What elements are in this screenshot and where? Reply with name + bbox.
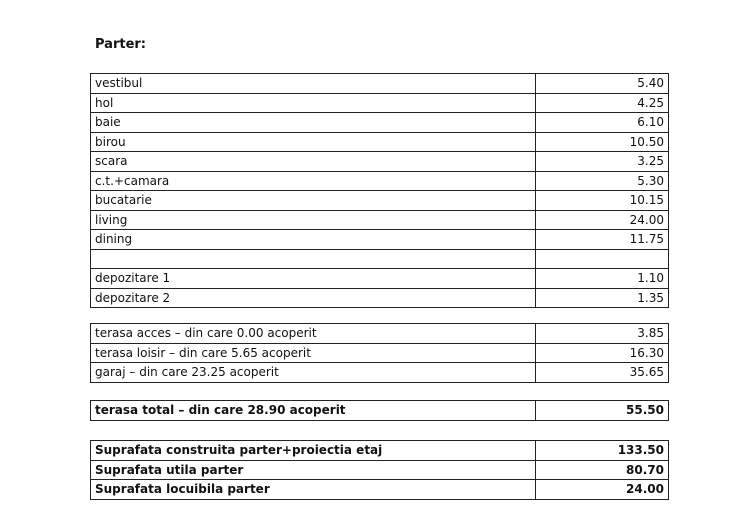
row-label: terasa loisir – din care 5.65 acoperit (91, 343, 536, 363)
row-value: 24.00 (536, 210, 669, 230)
row-label: terasa acces – din care 0.00 acoperit (91, 324, 536, 344)
summary-table (90, 440, 669, 500)
table-row (91, 441, 669, 461)
row-value: 5.40 (536, 74, 669, 94)
row-label: hol (91, 93, 536, 113)
terraces-table (90, 323, 669, 383)
row-value: 5.30 (536, 171, 669, 191)
table-row (91, 249, 669, 269)
row-label: c.t.+camara (91, 171, 536, 191)
row-value: 133.50 (536, 441, 669, 461)
row-label: birou (91, 132, 536, 152)
row-value: 10.50 (536, 132, 669, 152)
table-row (91, 152, 669, 172)
terrace-total-row (91, 401, 669, 421)
table-row (91, 93, 669, 113)
row-label: living (91, 210, 536, 230)
row-label: vestibul (91, 74, 536, 94)
table-row (91, 343, 669, 363)
terrace-total-value: 55.50 (536, 401, 669, 421)
row-value: 1.35 (536, 288, 669, 308)
terrace-total-table (90, 400, 669, 421)
row-label: depozitare 1 (91, 269, 536, 289)
row-label: scara (91, 152, 536, 172)
row-label: bucatarie (91, 191, 536, 211)
table-row (91, 171, 669, 191)
table-row (91, 324, 669, 344)
table-row (91, 460, 669, 480)
row-label: Suprafata locuibila parter (91, 480, 536, 500)
row-value: 3.85 (536, 324, 669, 344)
row-value: 1.10 (536, 269, 669, 289)
table-row (91, 132, 669, 152)
row-value: 24.00 (536, 480, 669, 500)
table-row (91, 480, 669, 500)
row-value: 10.15 (536, 191, 669, 211)
table-row (91, 210, 669, 230)
row-label: garaj – din care 23.25 acoperit (91, 363, 536, 383)
terrace-total-label: terasa total – din care 28.90 acoperit (91, 401, 536, 421)
table-row (91, 113, 669, 133)
table-row (91, 288, 669, 308)
row-label: depozitare 2 (91, 288, 536, 308)
row-label: Suprafata utila parter (91, 460, 536, 480)
row-value: 80.70 (536, 460, 669, 480)
row-value: 11.75 (536, 230, 669, 250)
row-value: 6.10 (536, 113, 669, 133)
row-value (536, 249, 669, 269)
table-row (91, 191, 669, 211)
row-value: 3.25 (536, 152, 669, 172)
row-value: 16.30 (536, 343, 669, 363)
row-label: dining (91, 230, 536, 250)
table-row (91, 363, 669, 383)
row-label: Suprafata construita parter+proiectia etaj (91, 441, 536, 461)
rooms-table (90, 73, 669, 308)
table-row (91, 74, 669, 94)
row-label (91, 249, 536, 269)
row-value: 4.25 (536, 93, 669, 113)
row-value: 35.65 (536, 363, 669, 383)
page-title: Parter: (95, 37, 147, 52)
table-row (91, 230, 669, 250)
row-label: baie (91, 113, 536, 133)
table-row (91, 269, 669, 289)
